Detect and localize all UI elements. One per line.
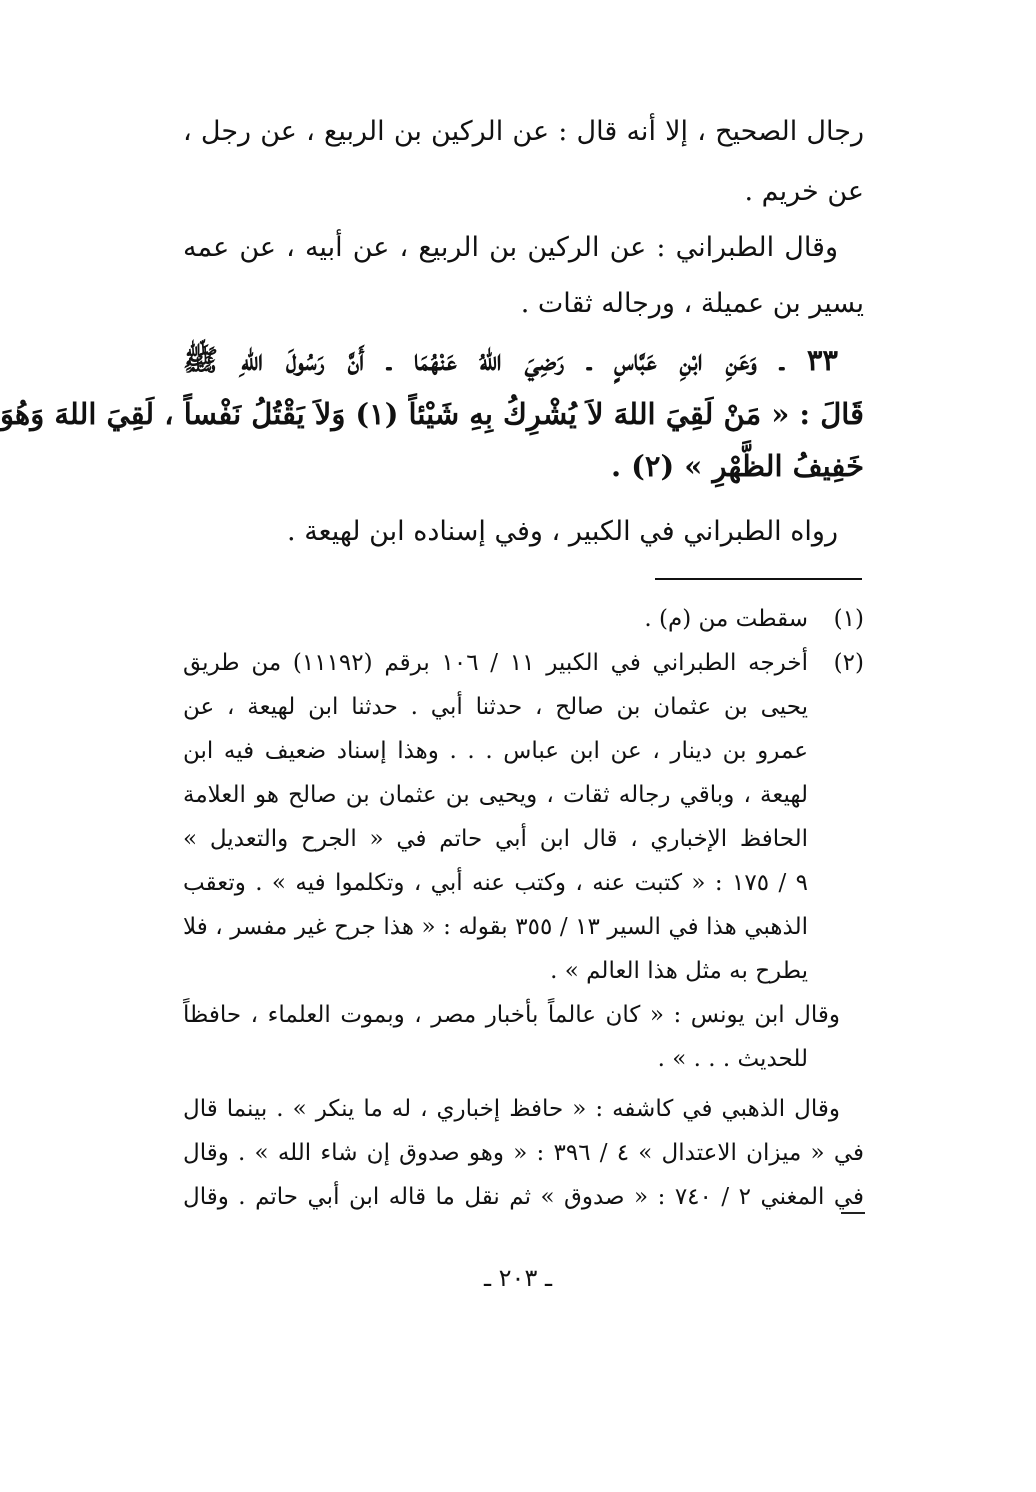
footnote-2-line-6: ٩ / ١٧٥ : « كتبت عنه ، وكتب عنه أبي ، وتكلموا فيه » . وتعقب bbox=[183, 870, 808, 896]
hadith-line-1: ٣٣ ـ وَعَنِ ابْنِ عَبَّاسٍ ـ رَضِيَ اللهُ عَنْهُمَا ـ أَنَّ رَسُولَ اللهِ ﷺ bbox=[183, 343, 838, 377]
continuation-mark bbox=[841, 1212, 865, 1214]
footnote-2-line-4: لهيعة ، وباقي رجاله ثقات ، ويحيى بن عثمان بن صالح هو العلامة bbox=[183, 782, 808, 808]
main-text-line-1: رجال الصحيح ، إلا أنه قال : عن الركين بن الربيع ، عن رجل ، bbox=[183, 116, 864, 147]
main-text-line-4: يسير بن عميلة ، ورجاله ثقات . bbox=[520, 288, 864, 319]
footnote-continuation-line-2: في « ميزان الاعتدال » ٤ / ٣٩٦ : « وهو صدوق إن شاء الله » . وقال bbox=[183, 1140, 864, 1166]
footnote-1-number: (١) bbox=[833, 606, 864, 632]
page-number: ـ ٢٠٣ ـ bbox=[483, 1264, 552, 1292]
footnote-2-line-3: عمرو بن دينار ، عن ابن عباس . . . وهذا إسناد ضعيف فيه ابن bbox=[183, 738, 808, 764]
source-note-line: رواه الطبراني في الكبير ، وفي إسناده ابن لهيعة . bbox=[287, 516, 838, 547]
footnote-2-line-8: يطرح به مثل هذا العالم » . bbox=[550, 958, 808, 984]
main-text-line-3: وقال الطبراني : عن الركين بن الربيع ، عن أبيه ، عن عمه bbox=[183, 232, 838, 263]
footnote-continuation-line-1: وقال الذهبي في كاشفه : « حافظ إخباري ، له ما ينكر » . بينما قال bbox=[183, 1096, 840, 1122]
hadith-line-2: قَالَ : « مَنْ لَقِيَ اللهَ لاَ يُشْرِكُ بِهِ شَيْئاً (١) وَلاَ يَقْتُلُ نَفْساً ، لَقِيَ اللهَ وَهُوَ bbox=[0, 397, 864, 431]
footnote-2-line-10: للحديث . . . » . bbox=[657, 1046, 808, 1072]
footnote-separator bbox=[655, 578, 862, 580]
footnote-continuation-line-3: في المغني ٢ / ٧٤٠ : « صدوق » ثم نقل ما قاله ابن أبي حاتم . وقال bbox=[183, 1184, 864, 1210]
footnote-2-line-5: الحافظ الإخباري ، قال ابن أبي حاتم في « الجرح والتعديل » bbox=[183, 826, 808, 852]
main-text-line-2: عن خريم . bbox=[744, 176, 864, 207]
footnote-2-line-7: الذهبي هذا في السير ١٣ / ٣٥٥ بقوله : « هذا جرح غير مفسر ، فلا bbox=[183, 914, 809, 940]
footnote-2-number: (٢) bbox=[833, 650, 864, 676]
footnote-2-line-1: أخرجه الطبراني في الكبير ١١ / ١٠٦ برقم (١١١٩٢) من طريق bbox=[183, 650, 808, 676]
footnote-2-line-2: يحيى بن عثمان بن صالح ، حدثنا أبي . حدثنا ابن لهيعة ، عن bbox=[183, 694, 808, 720]
footnote-1-text: سقطت من (م) . bbox=[644, 606, 808, 632]
footnote-2-line-9: وقال ابن يونس : « كان عالماً بأخبار مصر ، وبموت العلماء ، حافظاً bbox=[183, 1002, 840, 1028]
hadith-line-3: خَفِيفُ الظَّهْرِ » (٢) . bbox=[610, 449, 864, 483]
